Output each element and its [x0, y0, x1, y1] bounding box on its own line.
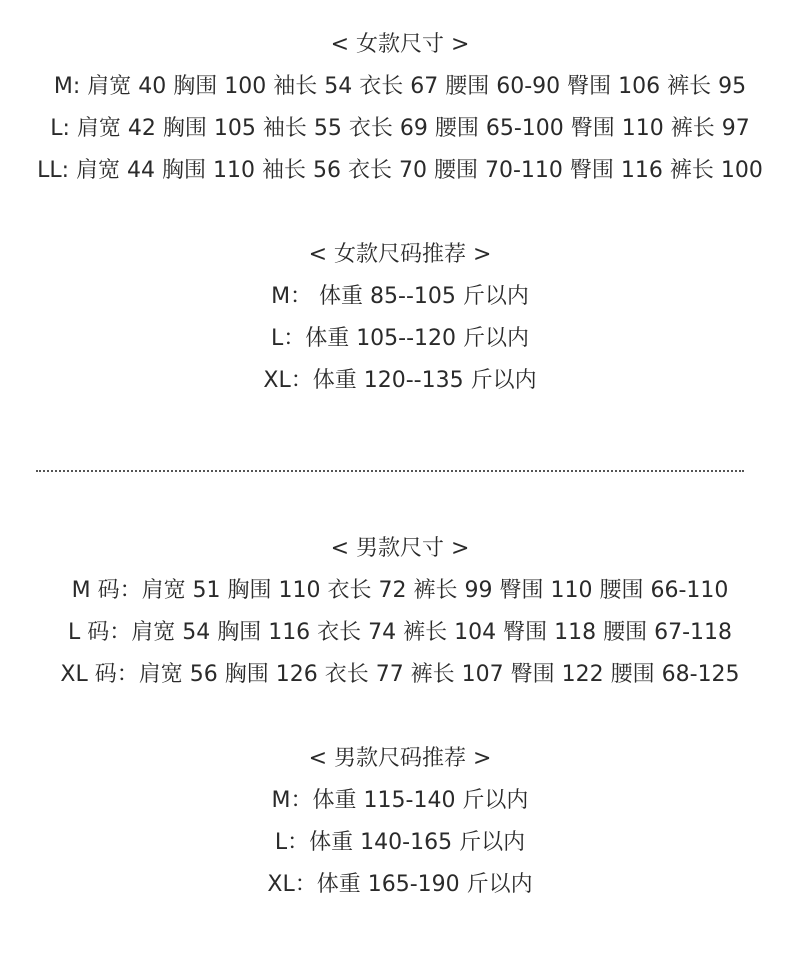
men-recommend-row-l: L：体重 140-165 斤以内 [274, 830, 526, 855]
women-recommend-heading: < 女款尺码推荐 > [308, 242, 492, 267]
men-recommend-heading: < 男款尺码推荐 > [308, 746, 492, 771]
women-recommend-row-xl: XL：体重 120--135 斤以内 [263, 368, 537, 393]
men-recommend-row-xl: XL：体重 165-190 斤以内 [267, 872, 533, 897]
men-size-row-l: L 码：肩宽 54 胸围 116 衣长 74 裤长 104 臀围 118 腰围 67-118 [67, 620, 733, 645]
men-size-heading: < 男款尺寸 > [330, 536, 470, 561]
women-recommend-row-l: L：体重 105--120 斤以内 [270, 326, 530, 351]
men-recommend-row-m: M：体重 115-140 斤以内 [271, 788, 529, 813]
women-size-row-m: M: 肩宽 40 胸围 100 袖长 54 衣长 67 腰围 60-90 臀围 106 裤长 95 [53, 74, 747, 99]
men-size-row-xl: XL 码：肩宽 56 胸围 126 衣长 77 裤长 107 臀围 122 腰围 68-125 [60, 662, 740, 687]
dotted-divider [36, 470, 744, 472]
men-size-row-m: M 码：肩宽 51 胸围 110 衣长 72 裤长 99 臀围 110 腰围 66-110 [71, 578, 729, 603]
women-size-heading: < 女款尺寸 > [330, 32, 470, 57]
women-size-row-ll: LL: 肩宽 44 胸围 110 袖长 56 衣长 70 腰围 70-110 臀围 116 裤长 100 [37, 158, 763, 183]
women-size-row-l: L: 肩宽 42 胸围 105 袖长 55 衣长 69 腰围 65-100 臀围 110 裤长 97 [50, 116, 750, 141]
women-recommend-row-m: M： 体重 85--105 斤以内 [271, 284, 529, 309]
